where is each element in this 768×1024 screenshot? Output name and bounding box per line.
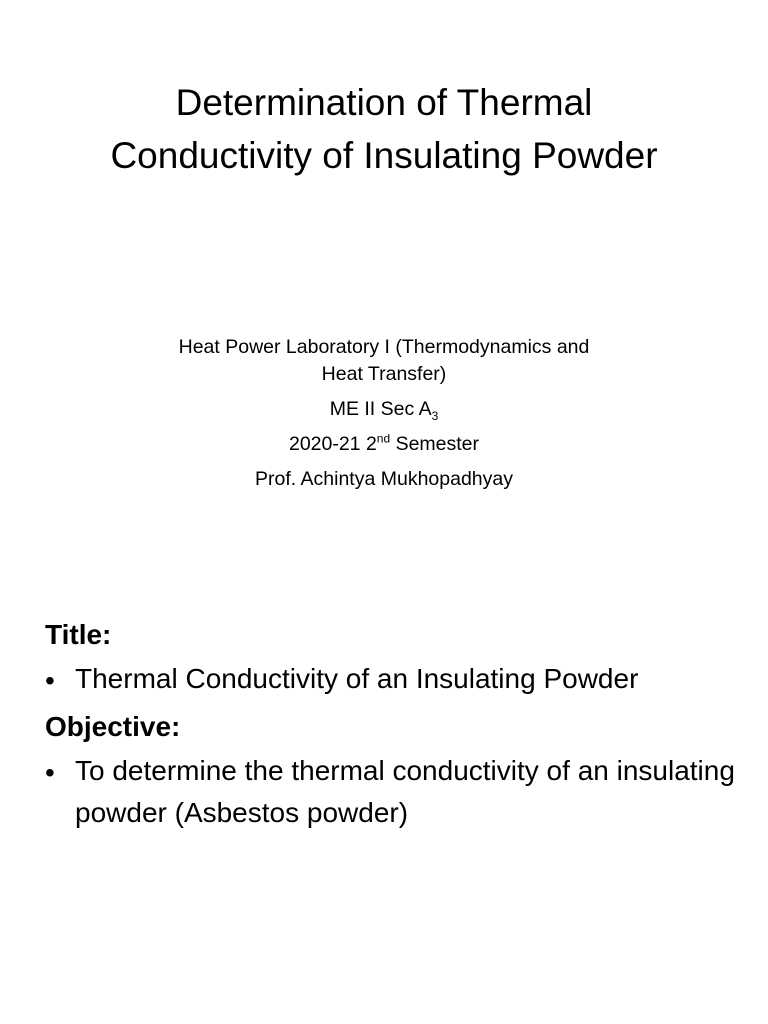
list-item [45, 750, 745, 834]
semester-line [100, 431, 668, 458]
section-subscript: 3 [431, 408, 439, 423]
objective-bullet-text: To determine the thermal conductivity of an insulating powder (Asbestos powder) [75, 755, 735, 828]
slide-content [45, 612, 745, 835]
objective-heading: Objective: [45, 711, 181, 742]
section-text: ME II Sec A [329, 398, 432, 420]
semester-text: Semester [390, 433, 480, 455]
slide-title [20, 76, 748, 182]
list-item [45, 658, 745, 703]
section-line [100, 396, 668, 423]
bullet-icon: • [45, 665, 55, 696]
year-text: 2020-21 2 [288, 433, 377, 455]
slide-title-line-2: Conductivity of Insulating Powder [110, 135, 658, 176]
professor-name: Prof. Achintya Mukhopadhyay [255, 468, 513, 490]
course-name-line-2: Heat Transfer) [321, 363, 447, 385]
ordinal-superscript: nd [376, 431, 391, 446]
slide-title-line-1: Determination of Thermal [175, 82, 593, 123]
slide-subtitle [100, 334, 668, 493]
title-bullet-text: Thermal Conductivity of an Insulating Powder [75, 663, 639, 694]
title-heading: Title: [45, 619, 112, 650]
bullet-icon: • [45, 757, 55, 788]
course-name-line-1: Heat Power Laboratory I (Thermodynamics and [178, 336, 590, 358]
